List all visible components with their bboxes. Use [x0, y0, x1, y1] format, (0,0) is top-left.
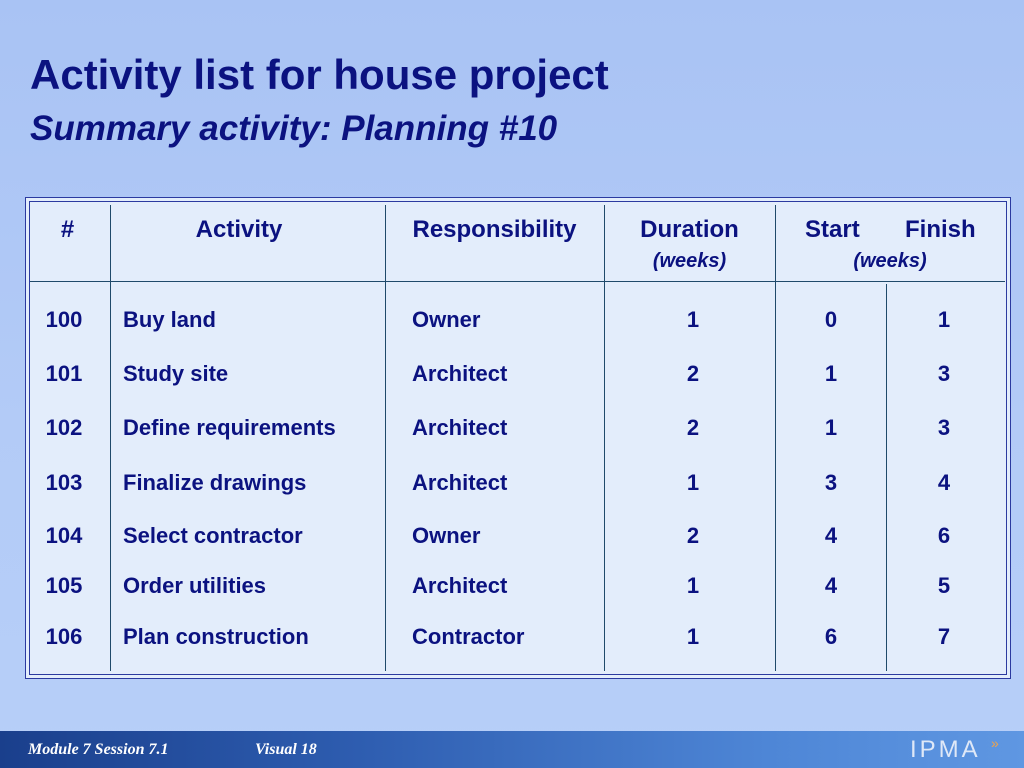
cell-responsibility: Owner: [412, 523, 481, 548]
cell-duration: 2: [686, 361, 700, 386]
cell-start: 6: [824, 624, 838, 649]
footer-bar: [0, 731, 1024, 768]
cell-finish: 3: [937, 361, 951, 386]
col-divider: [886, 284, 887, 671]
cell-duration: 1: [686, 573, 700, 598]
cell-num: 102: [45, 415, 83, 440]
header-duration: Duration: [640, 216, 739, 243]
header-activity: Activity: [195, 216, 283, 243]
cell-num: 101: [45, 361, 83, 386]
header-start-finish-unit: (weeks): [853, 250, 927, 272]
cell-duration: 1: [686, 307, 700, 332]
cell-start: 4: [824, 573, 838, 598]
cell-activity: Select contractor: [123, 523, 303, 548]
col-divider: [604, 205, 605, 671]
cell-duration: 2: [686, 415, 700, 440]
cell-duration: 1: [686, 470, 700, 495]
cell-duration: 2: [686, 523, 700, 548]
cell-finish: 3: [937, 415, 951, 440]
col-divider: [775, 205, 776, 671]
cell-activity: Buy land: [123, 307, 216, 332]
cell-start: 1: [824, 361, 838, 386]
cell-start: 3: [824, 470, 838, 495]
cell-finish: 5: [937, 573, 951, 598]
cell-start: 4: [824, 523, 838, 548]
cell-activity: Define requirements: [123, 415, 336, 440]
cell-num: 104: [45, 523, 83, 548]
cell-responsibility: Owner: [412, 307, 481, 332]
col-divider: [110, 205, 111, 671]
cell-finish: 6: [937, 523, 951, 548]
cell-num: 105: [45, 573, 83, 598]
cell-start: 1: [824, 415, 838, 440]
slide-title: Activity list for house project: [30, 51, 609, 98]
cell-responsibility: Contractor: [412, 624, 525, 649]
header-duration-unit: (weeks): [652, 250, 727, 272]
cell-finish: 7: [937, 624, 951, 649]
cell-num: 106: [45, 624, 83, 649]
ipma-logo-mark-icon: »: [991, 735, 999, 751]
cell-responsibility: Architect: [412, 361, 508, 386]
cell-responsibility: Architect: [412, 573, 508, 598]
header-start: Start: [805, 216, 860, 243]
cell-num: 103: [45, 470, 83, 495]
col-divider: [385, 205, 386, 671]
footer-visual: Visual 18: [255, 741, 317, 758]
header-finish: Finish: [905, 216, 976, 243]
cell-num: 100: [45, 307, 83, 332]
cell-start: 0: [824, 307, 838, 332]
header-responsibility: Responsibility: [412, 216, 577, 243]
cell-responsibility: Architect: [412, 415, 508, 440]
cell-responsibility: Architect: [412, 470, 508, 495]
ipma-logo: IPMA: [910, 736, 981, 763]
cell-duration: 1: [686, 624, 700, 649]
cell-activity: Finalize drawings: [123, 470, 307, 495]
header-divider: [30, 281, 1005, 282]
cell-finish: 1: [937, 307, 951, 332]
slide-subtitle: Summary activity: Planning #10: [30, 109, 558, 148]
cell-activity: Study site: [123, 361, 229, 386]
cell-activity: Plan construction: [123, 624, 309, 649]
cell-activity: Order utilities: [123, 573, 267, 598]
footer-module: Module 7 Session 7.1: [28, 741, 169, 758]
cell-finish: 4: [937, 470, 951, 495]
header-num: #: [60, 216, 75, 243]
